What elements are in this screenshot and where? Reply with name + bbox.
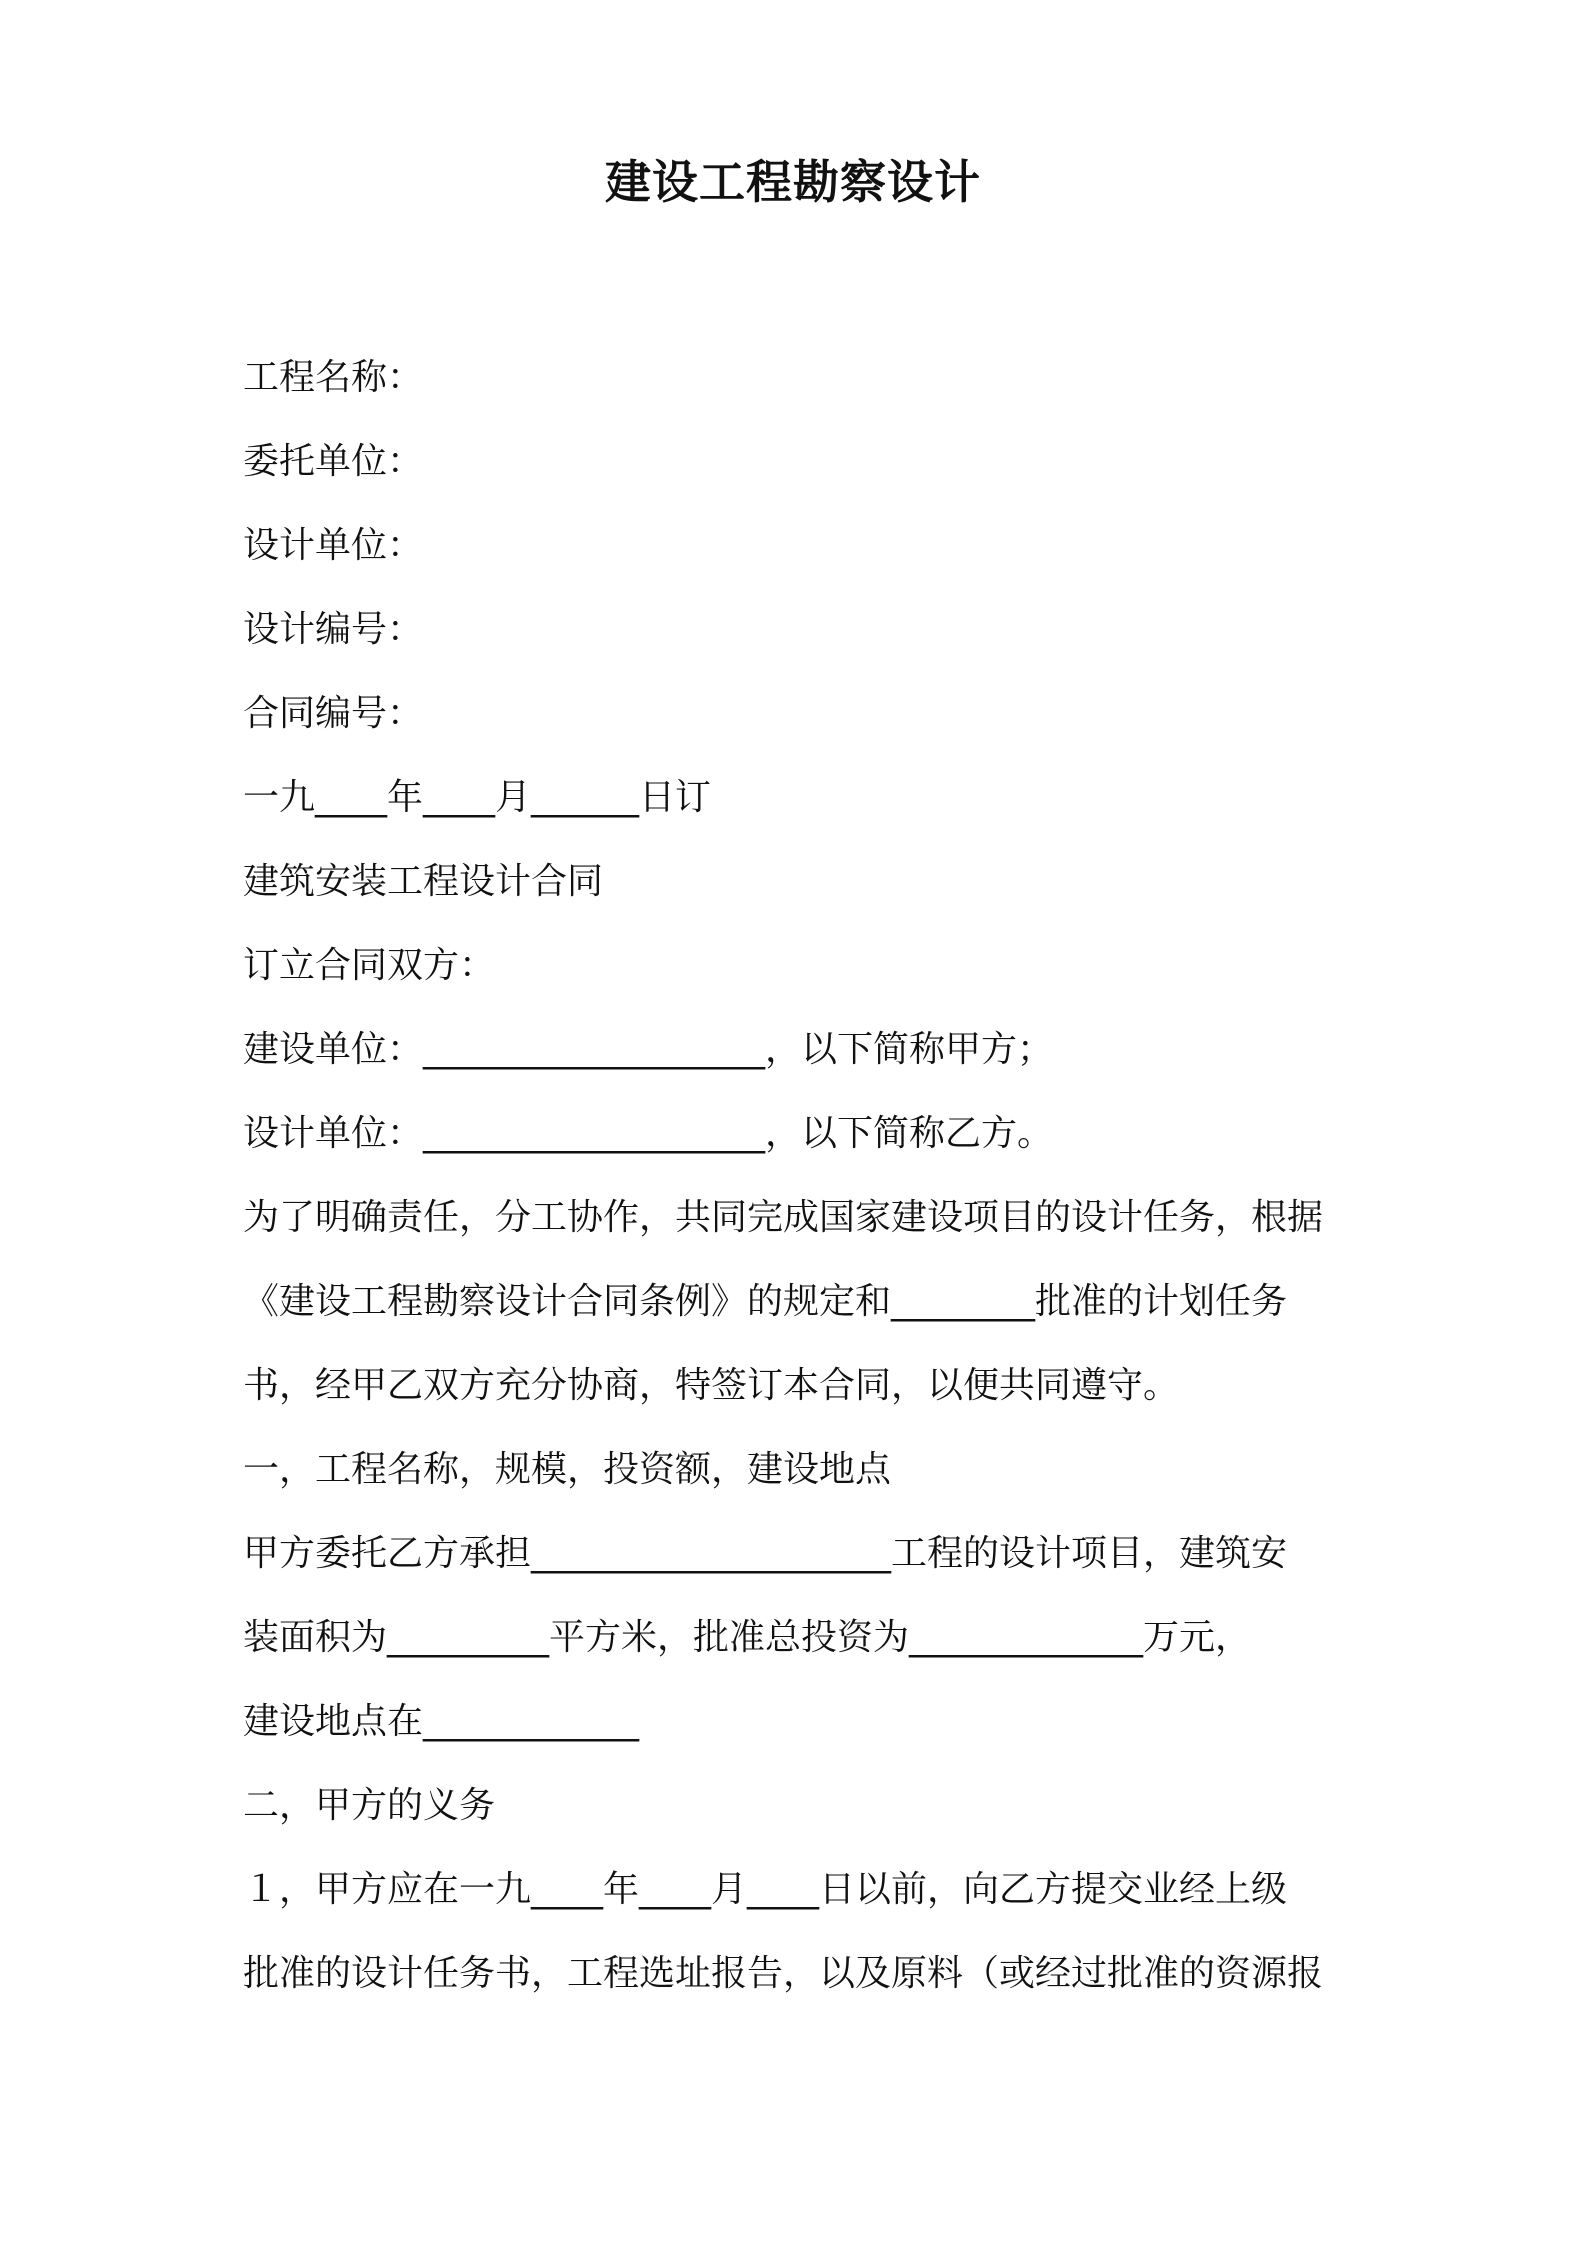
- field-contract-number: 合同编号：: [243, 693, 424, 734]
- section-1-line-3: 建设地点在____________: [243, 1701, 640, 1742]
- preamble-line-2: 《建设工程勘察设计合同条例》的规定和________批准的计划任务: [243, 1281, 1288, 1322]
- signing-date-line: 一九____年____月______日订: [243, 777, 712, 818]
- field-design-number: 设计编号：: [243, 609, 424, 650]
- section-2-item-1-line-1: １，甲方应在一九____年____月____日以前，向乙方提交业经上级: [243, 1869, 1288, 1910]
- preamble-line-3: 书，经甲乙双方充分协商，特签订本合同，以便共同遵守。: [243, 1365, 1180, 1406]
- section-1-line-1: 甲方委托乙方承担____________________工程的设计项目，建筑安: [243, 1533, 1288, 1574]
- section-1-line-2: 装面积为_________平方米，批准总投资为_____________万元，: [243, 1617, 1252, 1658]
- field-client-unit: 委托单位：: [243, 441, 424, 482]
- contract-subtitle: 建筑安装工程设计合同: [243, 861, 604, 902]
- field-project-name: 工程名称：: [243, 357, 424, 398]
- section-2-item-1-line-2: 批准的设计任务书，工程选址报告，以及原料（或经过批准的资源报: [243, 1953, 1324, 1994]
- document-title: 建设工程勘察设计: [605, 155, 981, 209]
- preamble-line-1: 为了明确责任，分工协作，共同完成国家建设项目的设计任务，根据: [243, 1197, 1324, 1238]
- parties-heading: 订立合同双方：: [243, 945, 496, 986]
- party-b-line: 设计单位：___________________，以下简称乙方。: [243, 1113, 1054, 1154]
- section-2-heading: 二，甲方的义务: [243, 1785, 496, 1826]
- field-design-unit: 设计单位：: [243, 525, 424, 566]
- party-a-line: 建设单位：___________________，以下简称甲方；: [243, 1029, 1054, 1070]
- section-1-heading: 一，工程名称，规模，投资额，建设地点: [243, 1449, 892, 1490]
- document-body: [243, 336, 1383, 2016]
